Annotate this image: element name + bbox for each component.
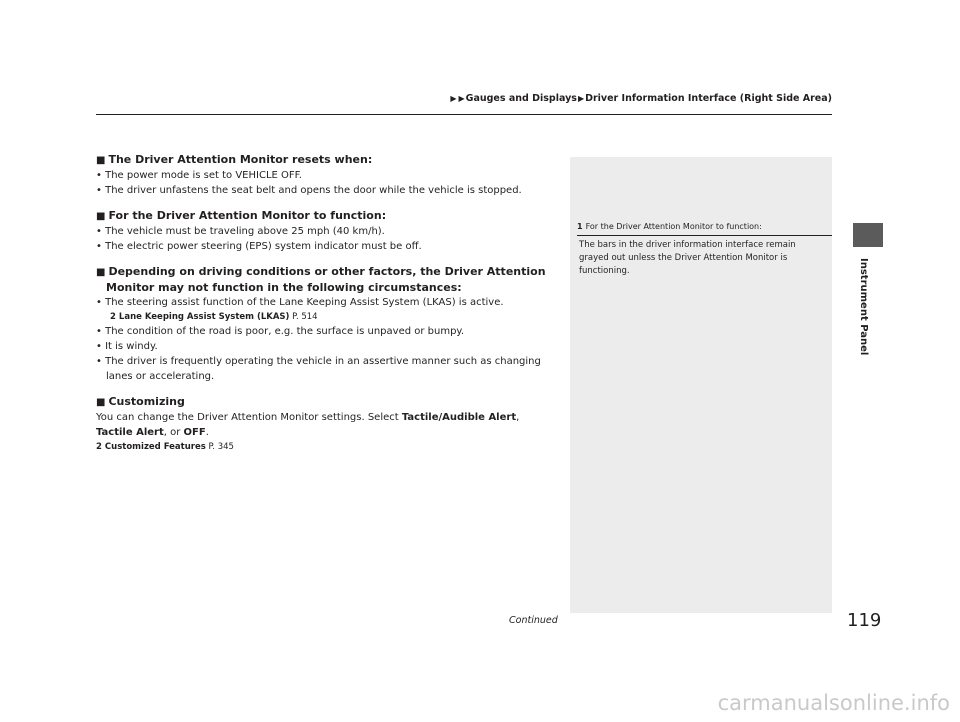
section-heading: ■ For the Driver Attention Monitor to function: bbox=[96, 209, 387, 222]
section-heading: ■ Depending on driving conditions or other factors, the Driver Attention Monitor may not function in the following circumstances: bbox=[96, 265, 546, 294]
sidebar-note-rule bbox=[577, 235, 832, 236]
breadcrumb-item: Gauges and Displays bbox=[465, 93, 577, 104]
list-item: • The condition of the road is poor, e.g. the surface is unpaved or bumpy. bbox=[96, 326, 465, 337]
continued-label: Continued bbox=[509, 615, 558, 626]
main-content bbox=[96, 152, 556, 454]
breadcrumb-arrow-icon: ▶ bbox=[577, 94, 585, 103]
reference-icon: 2 bbox=[110, 312, 116, 322]
option-tactile-audible: Tactile/Audible Alert bbox=[401, 412, 517, 423]
option-off: OFF bbox=[183, 427, 206, 438]
bullet-icon: • bbox=[96, 341, 102, 352]
sidebar-note-title: 1 For the Driver Attention Monitor to function: bbox=[577, 222, 762, 231]
heading-square-icon: ■ bbox=[96, 397, 106, 408]
bullet-icon: • bbox=[96, 297, 102, 308]
list-item: • It is windy. bbox=[96, 341, 158, 352]
bullet-icon: • bbox=[96, 356, 102, 367]
list-item: • The driver is frequently operating the vehicle in an assertive manner such as changing lanes or accelerating. bbox=[96, 356, 541, 382]
bullet-icon: • bbox=[96, 185, 102, 196]
breadcrumb bbox=[449, 93, 832, 104]
bullet-icon: • bbox=[96, 226, 102, 237]
watermark: carmanualsonline.info bbox=[717, 691, 950, 715]
list-item: • The power mode is set to VEHICLE OFF. bbox=[96, 170, 302, 181]
heading-square-icon: ■ bbox=[96, 211, 106, 222]
bullet-icon: • bbox=[96, 326, 102, 337]
cross-reference-link[interactable]: 2 Lane Keeping Assist System (LKAS) P. 514 bbox=[110, 312, 318, 322]
cross-reference-link[interactable]: 2 Customized Features P. 345 bbox=[96, 442, 234, 452]
list-item: • The electric power steering (EPS) system indicator must be off. bbox=[96, 241, 422, 252]
list-item: • The vehicle must be traveling above 25 mph (40 km/h). bbox=[96, 226, 385, 237]
section-heading: ■ The Driver Attention Monitor resets when: bbox=[96, 153, 373, 166]
breadcrumb-item: Driver Information Interface (Right Side Area) bbox=[585, 93, 832, 104]
customizing-text: You can change the Driver Attention Monitor settings. Select Tactile/Audible Alert, Tactile Alert, or OFF. bbox=[96, 412, 520, 438]
reference-icon: 2 bbox=[96, 442, 102, 452]
chapter-label: Instrument Panel bbox=[858, 258, 869, 356]
page-number: 119 bbox=[847, 610, 882, 631]
heading-square-icon: ■ bbox=[96, 155, 106, 166]
breadcrumb-arrow-icon: ▶ bbox=[450, 94, 457, 103]
sidebar-note-body: The bars in the driver information interface remain grayed out unless the Driver Attention Monitor is functioning. bbox=[579, 240, 796, 276]
list-item: • The steering assist function of the Lane Keeping Assist System (LKAS) is active. bbox=[96, 297, 504, 308]
bullet-icon: • bbox=[96, 241, 102, 252]
bullet-icon: • bbox=[96, 170, 102, 181]
list-item: • The driver unfastens the seat belt and opens the door while the vehicle is stopped. bbox=[96, 185, 522, 196]
header-rule bbox=[96, 114, 832, 115]
note-icon: 1 bbox=[577, 222, 583, 231]
heading-square-icon: ■ bbox=[96, 267, 106, 278]
breadcrumb-arrow-icon: ▶ bbox=[458, 94, 465, 103]
chapter-tab bbox=[853, 223, 883, 247]
section-heading: ■ Customizing bbox=[96, 395, 185, 408]
option-tactile: Tactile Alert bbox=[96, 427, 164, 438]
